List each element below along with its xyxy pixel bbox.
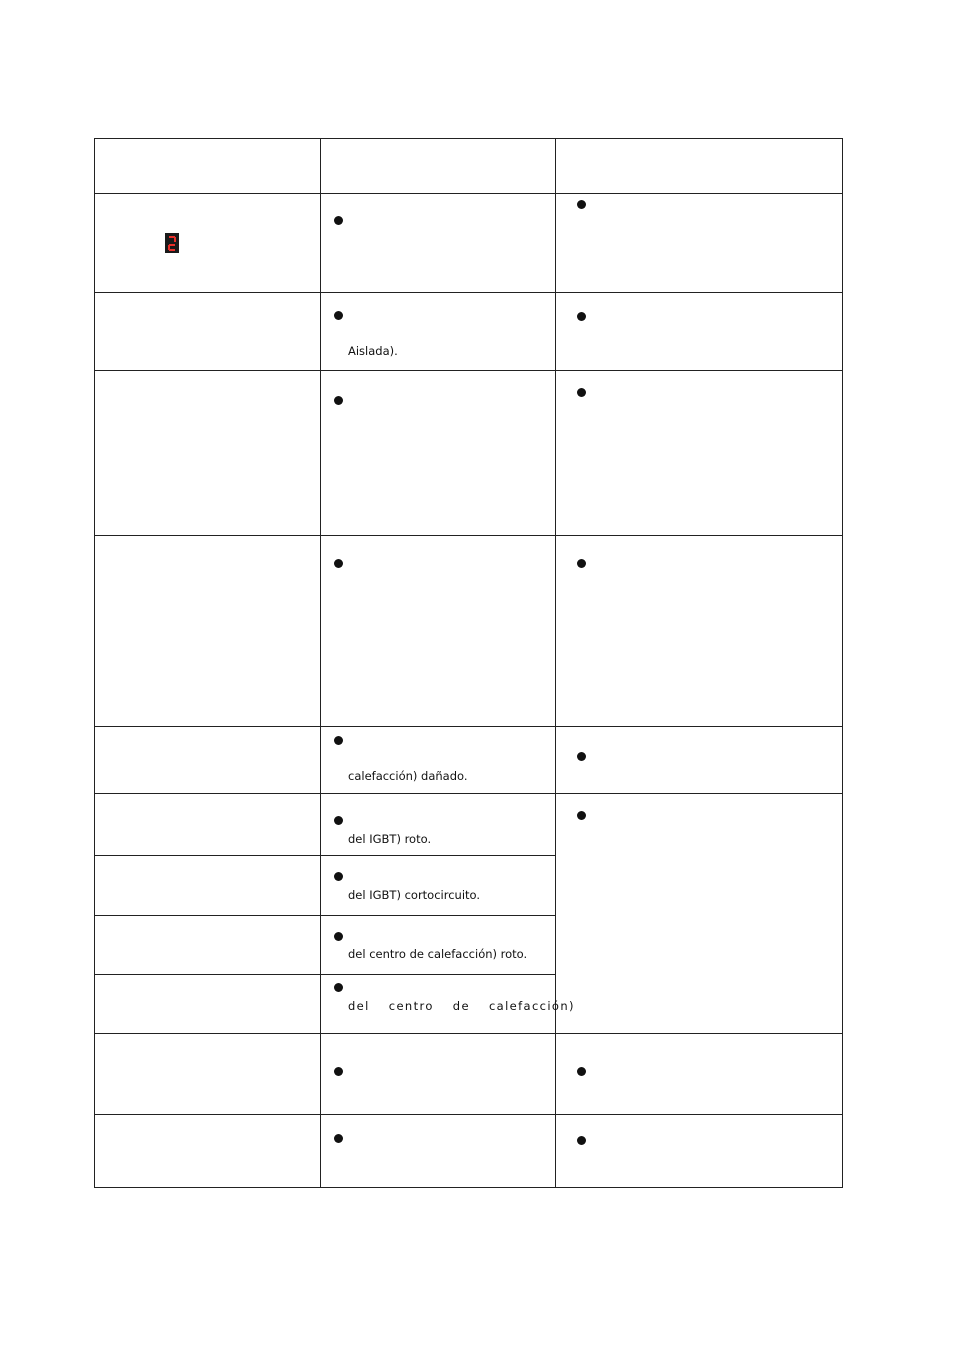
bullet-icon: [334, 932, 343, 941]
bullet-icon: [334, 736, 343, 745]
bullet-icon: [334, 396, 343, 405]
row-divider: [94, 292, 843, 293]
bullet-icon: [577, 811, 586, 820]
bullet-icon: [577, 388, 586, 397]
cell-text-fragment: del centro de calefacción) roto.: [348, 947, 528, 961]
bullet-icon: [334, 816, 343, 825]
cell-text-fragment: del IGBT) roto.: [348, 832, 432, 846]
row-divider: [94, 793, 843, 794]
bullet-icon: [577, 1136, 586, 1145]
bullet-icon: [577, 312, 586, 321]
cell-text-fragment: del centro de calefacción): [348, 999, 575, 1013]
row-divider: [94, 193, 843, 194]
bullet-icon: [577, 559, 586, 568]
row-divider: [94, 535, 843, 536]
bullet-icon: [334, 216, 343, 225]
row-divider: [94, 855, 555, 856]
bullet-icon: [334, 559, 343, 568]
bullet-icon: [334, 311, 343, 320]
row-divider: [94, 1114, 843, 1115]
row-divider: [94, 974, 555, 975]
bullet-icon: [334, 872, 343, 881]
page-table: [94, 138, 843, 1188]
bullet-icon: [334, 1134, 343, 1143]
row-divider: [94, 915, 555, 916]
column-divider: [555, 138, 556, 1188]
cell-text-fragment: del IGBT) cortocircuito.: [348, 888, 481, 902]
column-divider: [320, 138, 321, 1188]
row-divider: [94, 370, 843, 371]
row-divider: [94, 726, 843, 727]
bullet-icon: [334, 983, 343, 992]
bullet-icon: [577, 752, 586, 761]
seven-segment-error-code-icon: [165, 233, 179, 253]
row-divider: [94, 1033, 843, 1034]
cell-text-fragment: Aislada).: [348, 344, 398, 358]
bullet-icon: [577, 1067, 586, 1076]
bullet-icon: [334, 1067, 343, 1076]
bullet-icon: [577, 200, 586, 209]
cell-text-fragment: calefacción) dañado.: [348, 769, 468, 783]
